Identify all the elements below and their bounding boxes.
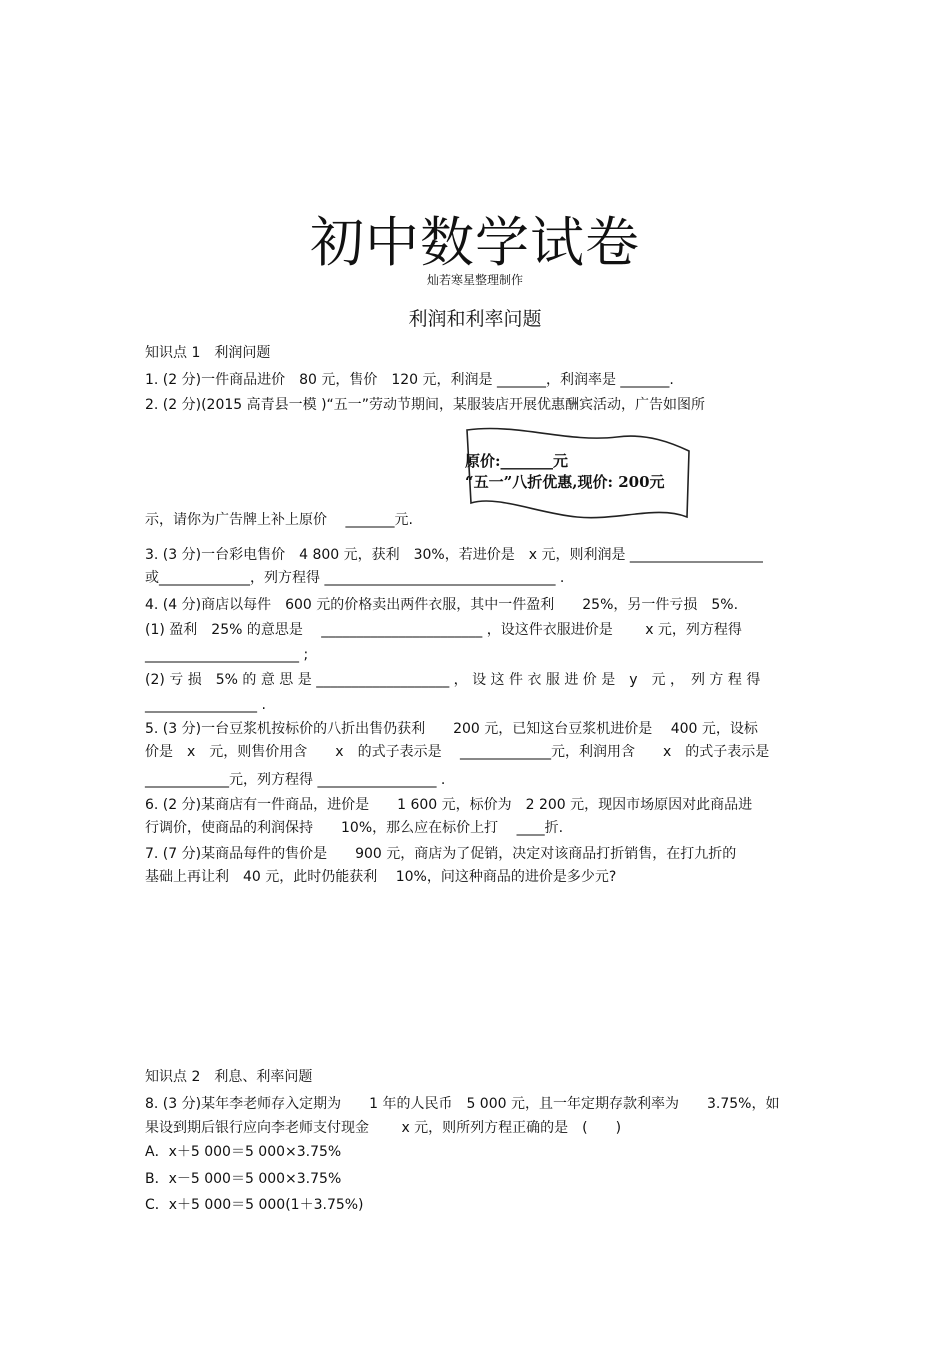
question-line: (1) 盈利 25% 的意思是 _______________________ ，设这件衣服进价是 x 元，列方程得 <box>145 622 742 638</box>
section-heading: 知识点 2 利息、利率问题 <box>145 1069 313 1085</box>
sign-current-price: “五一”八折优惠,现价: 200元 <box>465 473 665 491</box>
question-line: 基础上再让利 40 元，此时仍能获利 10%，问这种商品的进价是多少元? <box>145 869 617 885</box>
question-line: 1. (2 分)一件商品进价 80 元，售价 120 元，利润是 _______，利润率是 _______. <box>145 372 674 388</box>
question-line: ________________ . <box>145 697 266 713</box>
answer-option-a: A．x＋5 000＝5 000×3.75% <box>145 1144 342 1160</box>
question-line: 8. (3 分)某年李老师存入定期为 1 年的人民币 5 000 元，且一年定期存款利率为 3.75%，如 <box>145 1096 780 1112</box>
question-line: 4. (4 分)商店以每件 600 元的价格卖出两件衣服，其中一件盈利 25%，另一件亏损 5%. <box>145 597 739 613</box>
question-line: 行调价，使商品的利润保持 10%，那么应在标价上打 ____折. <box>145 820 564 836</box>
question-line: (2) 亏 损 5% 的 意 思 是 ___________________ ， 设 这 件 衣 服 进 价 是 y 元 ， 列 方 程 得 <box>145 672 761 688</box>
question-line: 或_____________，列方程得 _________________________________ . <box>145 570 565 586</box>
question-line: 2. (2 分)(2015 高青县一模 )“五一”劳动节期间，某服装店开展优惠酬宾活动，广告如图所 <box>145 397 706 413</box>
paper-subtitle: 灿若寒星整理制作 <box>426 273 523 287</box>
question-line: ____________元，列方程得 _________________ . <box>145 772 446 788</box>
question-line: 3. (3 分)一台彩电售价 4 800 元，获利 30%，若进价是 x 元，则利润是 ___________________ <box>145 547 763 563</box>
question-line: 果设到期后银行应向李老师支付现金 x 元，则所列方程正确的是 ( ) <box>145 1120 622 1136</box>
answer-option-c: C．x＋5 000＝5 000(1＋3.75%) <box>145 1197 364 1213</box>
question-line: ______________________ ; <box>145 647 309 663</box>
answer-option-b: B．x－5 000＝5 000×3.75% <box>145 1171 342 1187</box>
question-line: 6. (2 分)某商店有一件商品，进价是 1 600 元，标价为 2 200 元，现因市场原因对此商品进 <box>145 797 753 813</box>
question-line: 价是 x 元，则售价用含 x 的式子表示是 _____________元，利润用含 x 的式子表示是 <box>145 744 770 760</box>
question-line: 示，请你为广告牌上补上原价 _______元. <box>145 512 413 528</box>
paper-title: 初中数学试卷 <box>310 211 640 274</box>
question-line: 7. (7 分)某商品每件的售价是 900 元，商店为了促销，决定对该商品打折销售，在打九折的 <box>145 846 737 862</box>
sign-original-price: 原价:_______元 <box>465 452 569 470</box>
topic-heading: 利润和利率问题 <box>408 308 542 330</box>
advertisement-sign <box>457 425 693 525</box>
question-line: 5. (3 分)一台豆浆机按标价的八折出售仍获利 200 元，已知这台豆浆机进价是 400 元，设标 <box>145 721 758 737</box>
section-heading: 知识点 1 利润问题 <box>145 345 271 361</box>
